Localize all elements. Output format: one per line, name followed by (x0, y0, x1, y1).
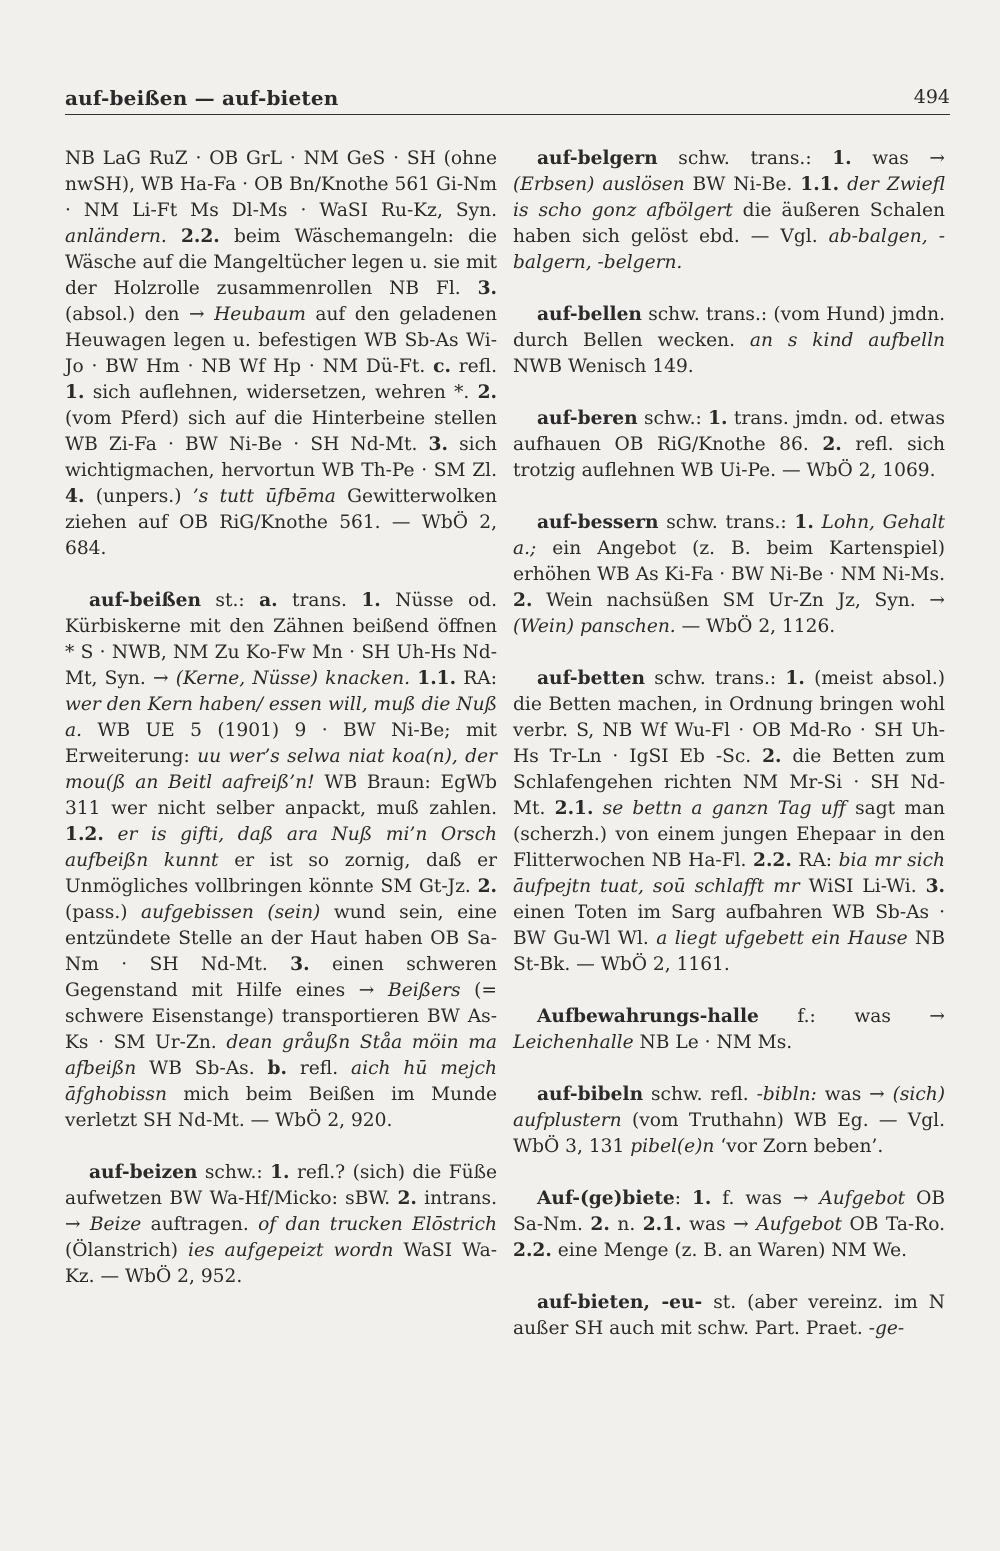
entry-text: (Ölanstrich) (65, 1240, 189, 1261)
entry-text: NB St-Bk. — WbÖ 2, 1161. (513, 928, 945, 975)
italic-text: (Erbsen) auslösen (513, 174, 685, 195)
entry-headword: 1. (708, 408, 728, 429)
entry-text: OB Sa-Nm. (513, 1188, 945, 1235)
entry-headword: 2. (590, 1214, 610, 1235)
entry-text: (pass.) (65, 902, 142, 923)
entry-headword: 2.1. (554, 798, 594, 819)
entry-text: WaSI Wa-Kz. — WbÖ 2, 952. (65, 1240, 497, 1287)
dictionary-entry (65, 1160, 497, 1290)
entry-headword: 1. (270, 1162, 290, 1183)
entry-headword: auf-beizen (89, 1162, 198, 1183)
entry-text: ‘vor Zorn beben’. (714, 1136, 884, 1157)
entry-text: refl.? (sich) die Füße aufwetzen BW Wa-Hf/Micko: sBW. (65, 1162, 497, 1209)
entry-text: st. (aber vereinz. im N außer SH auch mit schw. Part. Praet. (513, 1292, 945, 1339)
dictionary-entry (513, 1186, 945, 1264)
italic-text: aufgebissen (sein) (141, 902, 321, 923)
entry-text: WB Braun: EgWb 311 wer nicht selber anpackt, muß zahlen. (65, 772, 497, 819)
entry-headword: 3. (477, 278, 497, 299)
entry-text (839, 174, 847, 195)
entry-text: mich beim Beißen im Munde verletzt SH Nd-Mt. — WbÖ 2, 920. (65, 1084, 497, 1131)
italic-text: Lohn, Gehalt a.; (513, 512, 946, 559)
dictionary-entry (513, 1004, 945, 1056)
entry-text: st.: (201, 590, 260, 611)
italic-text: der Zwiefl is scho gonz afbölgert (513, 174, 945, 221)
entry-text: sich wichtigmachen, hervortun WB Th-Pe · SM Zl. (65, 434, 497, 481)
entry-text: (absol.) den → (65, 304, 215, 325)
italic-text: (Kerne, Nüsse) knacken. (175, 668, 411, 689)
italic-text: (Wein) panschen. (513, 616, 676, 637)
entry-headword: auf-beißen (89, 590, 201, 611)
entry-text: sich auflehnen, widersetzen, wehren *. (84, 382, 478, 403)
entry-text: beim Wäschemangeln: die Wäsche auf die Mangeltücher legen u. sie mit der Holzrolle zusammenrollen NB Fl. (65, 226, 497, 299)
entry-text: trans. jmdn. od. etwas aufhauen OB RiG/Knothe 86. (513, 408, 945, 455)
entry-headword: 4. (65, 486, 85, 507)
entry-text: OB Ta-Ro. (841, 1214, 945, 1235)
italic-text: ab-balgen, -balgern, -belgern. (513, 226, 945, 273)
entry-headword: 2.2. (180, 226, 220, 247)
entry-text: : (674, 1188, 692, 1209)
entry-headword: b. (267, 1058, 287, 1079)
italic-text: a liegt ufgebett ein Hause (656, 928, 908, 949)
page-number: 494 (913, 86, 950, 108)
entry-text: NB Le · NM Ms. (633, 1032, 793, 1053)
entry-text: (vom Pferd) sich auf die Hinterbeine stellen WB Zi-Fa · BW Ni-Be · SH Nd-Mt. (65, 408, 497, 455)
entry-text: Gewitterwolken ziehen auf OB RiG/Knothe 561. — WbÖ 2, 684. (65, 486, 497, 559)
entry-text: die äußeren Schalen haben sich gelöst ebd. — Vgl. (513, 200, 945, 247)
entry-headword: 2. (477, 876, 497, 897)
italic-text: Aufgebot (819, 1188, 906, 1209)
italic-text: wer den Kern haben/ essen will, muß die Nuß a. (65, 694, 497, 741)
entry-headword: 3. (290, 954, 310, 975)
entry-text: trans. (277, 590, 362, 611)
entry-text: (vom Truthahn) WB Eg. — Vgl. WbÖ 3, 131 (513, 1110, 945, 1157)
entry-headword: Auf-(ge)biete (537, 1188, 675, 1209)
italic-text: of dan trucken Elōstrich (258, 1214, 497, 1235)
entry-text: einen Toten im Sarg aufbahren WB Sb-As · BW Gu-Wl Wl. (513, 902, 945, 949)
entry-text: Nüsse od. Kürbiskerne mit den Zähnen beißend öffnen * S · NWB, NM Zu Ko-Fw Mn · SH Uh-Hs Nd-Mt, Syn. → (65, 590, 497, 689)
italic-text: an s kind aufbelln (749, 330, 945, 351)
entry-headword: 2. (397, 1188, 417, 1209)
entry-headword: Aufbewahrungs-halle (537, 1006, 759, 1027)
entry-text: schw. trans.: (658, 512, 795, 533)
entry-headword: a. (259, 590, 278, 611)
entry-text: refl. (287, 1058, 352, 1079)
running-header (65, 84, 950, 115)
left-column (65, 146, 497, 1316)
entry-headword: auf-bieten, -eu- (537, 1292, 703, 1313)
entry-text: n. (609, 1214, 643, 1235)
italic-text: aich hū mejch āfghobissn (65, 1058, 498, 1105)
italic-text: (sich) aufplustern (513, 1084, 945, 1131)
entry-text: (meist absol.) die Betten machen, in Ordnung bringen wohl verbr. S, NB Wf Wu-Fl · OB Md-Ro · SH Uh-Hs Tr-Ln · IgSI Eb -Sc. (513, 668, 945, 767)
entry-text: eine Menge (z. B. an Waren) NM We. (551, 1240, 908, 1261)
entry-headword: 2. (822, 434, 842, 455)
dictionary-entry (513, 302, 945, 380)
entry-headword: 2.2. (753, 850, 792, 871)
entry-headword: 1. (832, 148, 852, 169)
entry-headword: auf-betten (537, 668, 645, 689)
italic-text: uu wer’s selwa niat koa(n), der mou(ß an Beitl aafreiß’n! (65, 746, 497, 793)
dictionary-entry (65, 588, 497, 1134)
entry-text: WiSI Li-Wi. (799, 876, 926, 897)
entry-headword: 1. (65, 382, 85, 403)
entry-text: die Betten zum Schlafengehen richten NM Mr-Si · SH Nd-Mt. (513, 746, 945, 819)
italic-text: Heubaum (214, 304, 306, 325)
entry-headword: c. (433, 356, 451, 377)
entry-text: schw.: (637, 408, 709, 429)
entry-text: auf den geladenen Heuwagen legen u. befestigen WB Sb-As Wi-Jo · BW Hm · NB Wf Hp · NM Dü-Ft. (65, 304, 497, 377)
entry-headword: auf-beren (537, 408, 638, 429)
entry-text: schw. refl. (643, 1084, 757, 1105)
entry-headword: 1.1. (800, 174, 840, 195)
entry-text: was → (681, 1214, 757, 1235)
italic-text: Beißers (388, 980, 461, 1001)
entry-headword: auf-bessern (537, 512, 659, 533)
entry-text (593, 798, 602, 819)
entry-text: wund sein, eine entzündete Stelle an der Haut haben OB Sa-Nm · SH Nd-Mt. (65, 902, 497, 975)
entry-headword: 3. (925, 876, 945, 897)
entry-headword: 1. (361, 590, 381, 611)
right-column (513, 146, 945, 1368)
entry-text: NWB Wenisch 149. (513, 356, 694, 377)
italic-text: pibel(e)n (630, 1136, 715, 1157)
entry-headword: 1.1. (417, 668, 457, 689)
entry-text (814, 512, 822, 533)
entry-text: einen schweren Gegenstand mit Hilfe eines → (65, 954, 497, 1001)
entry-text: (unpers.) (84, 486, 193, 507)
running-title: auf-beißen — auf-bieten (65, 86, 339, 110)
entry-text: schw. trans.: (644, 668, 786, 689)
dictionary-entry (513, 406, 945, 484)
entry-text: f. was → (711, 1188, 820, 1209)
italic-text: dean gråußn Ståa möin ma afbeißn (65, 1032, 497, 1079)
dictionary-entry (513, 1082, 945, 1160)
entry-text: WB UE 5 (1901) 9 · BW Ni-Be; mit Erweiterung: (65, 720, 497, 767)
entry-text: NB LaG RuZ · OB GrL · NM GeS · SH (ohne nwSH), WB Ha-Fa · OB Bn/Knothe 561 Gi-Nm · NM Li-Ft Ms Dl-Ms · WaSI Ru-Kz, Syn. (65, 148, 497, 221)
entry-text: WB Sb-As. (136, 1058, 268, 1079)
entry-headword: 2. (477, 382, 497, 403)
entry-headword: 1. (691, 1188, 712, 1209)
entry-text: was → (851, 148, 945, 169)
entry-text: BW Ni-Be. (684, 174, 801, 195)
entry-text: f.: was → (758, 1006, 945, 1027)
entry-headword: 1. (794, 512, 814, 533)
entry-text: (= schwere Eisenstange) transportieren BW As-Ks · SM Ur-Zn. (65, 980, 497, 1053)
entry-headword: auf-bibeln (537, 1084, 644, 1105)
entry-text: Wein nachsüßen SM Ur-Zn Jz, Syn. → (532, 590, 945, 611)
entry-headword: auf-bellen (537, 304, 642, 325)
entry-headword: 2.2. (513, 1240, 552, 1261)
entry-headword: auf-belgern (537, 148, 658, 169)
entry-text (104, 824, 118, 845)
entry-text: — WbÖ 2, 1126. (675, 616, 836, 637)
entry-text (167, 226, 181, 247)
entry-text: RA: (791, 850, 839, 871)
entry-text: intrans. → (65, 1188, 497, 1235)
entry-text: ein Angebot (z. B. beim Kartenspiel) erhöhen WB As Ki-Fa · BW Ni-Be · NM Ni-Ms. (513, 538, 945, 585)
italic-text: Leichenhalle (513, 1032, 634, 1053)
entry-text: refl. (450, 356, 497, 377)
entry-text: sagt man (scherzh.) von einem jungen Ehepaar in den Flitterwochen NB Ha-Fl. (513, 798, 946, 871)
italic-text: ies aufgepeizt wordn (188, 1240, 394, 1261)
dictionary-entry (513, 146, 945, 276)
italic-text: -ge- (868, 1318, 905, 1339)
italic-text: er is gifti, daß ara Nuß mi’n Orsch aufbeißn kunnt (65, 824, 497, 871)
italic-text: ’s tutt ūfbēma (192, 486, 336, 507)
italic-text: se bettn a ganzn Tag uff (602, 798, 846, 819)
entry-text: refl. sich trotzig auflehnen WB Ui-Pe. — WbÖ 2, 1069. (513, 434, 946, 481)
entry-text: er ist so zornig, daß er Unmögliches vollbringen könnte SM Gt-Jz. (65, 850, 497, 897)
entry-headword: 3. (428, 434, 448, 455)
dictionary-entry (513, 666, 945, 978)
entry-headword: 2.1. (642, 1214, 682, 1235)
italic-text: Beize (89, 1214, 142, 1235)
dictionary-entry (65, 146, 497, 562)
entry-text: auftragen. (141, 1214, 259, 1235)
entry-text: was → (816, 1084, 893, 1105)
italic-text: Aufgebot (756, 1214, 842, 1235)
entry-headword: 2. (513, 590, 533, 611)
dictionary-entry (513, 510, 945, 640)
entry-text: schw.: (197, 1162, 271, 1183)
entry-headword: 1.2. (65, 824, 104, 845)
entry-text: schw. trans.: (vom Hund) jmdn. durch Bellen wecken. (513, 304, 945, 351)
entry-headword: 2. (762, 746, 782, 767)
italic-text: -bibln: (756, 1084, 817, 1105)
entry-text: RA: (456, 668, 497, 689)
italic-text: anländern. (65, 226, 167, 247)
entry-text: schw. trans.: (657, 148, 833, 169)
italic-text: bia mr sich āufpejtn tuat, soū schlafft mr (513, 850, 945, 897)
entry-headword: 1. (785, 668, 805, 689)
dictionary-entry (513, 1290, 945, 1342)
